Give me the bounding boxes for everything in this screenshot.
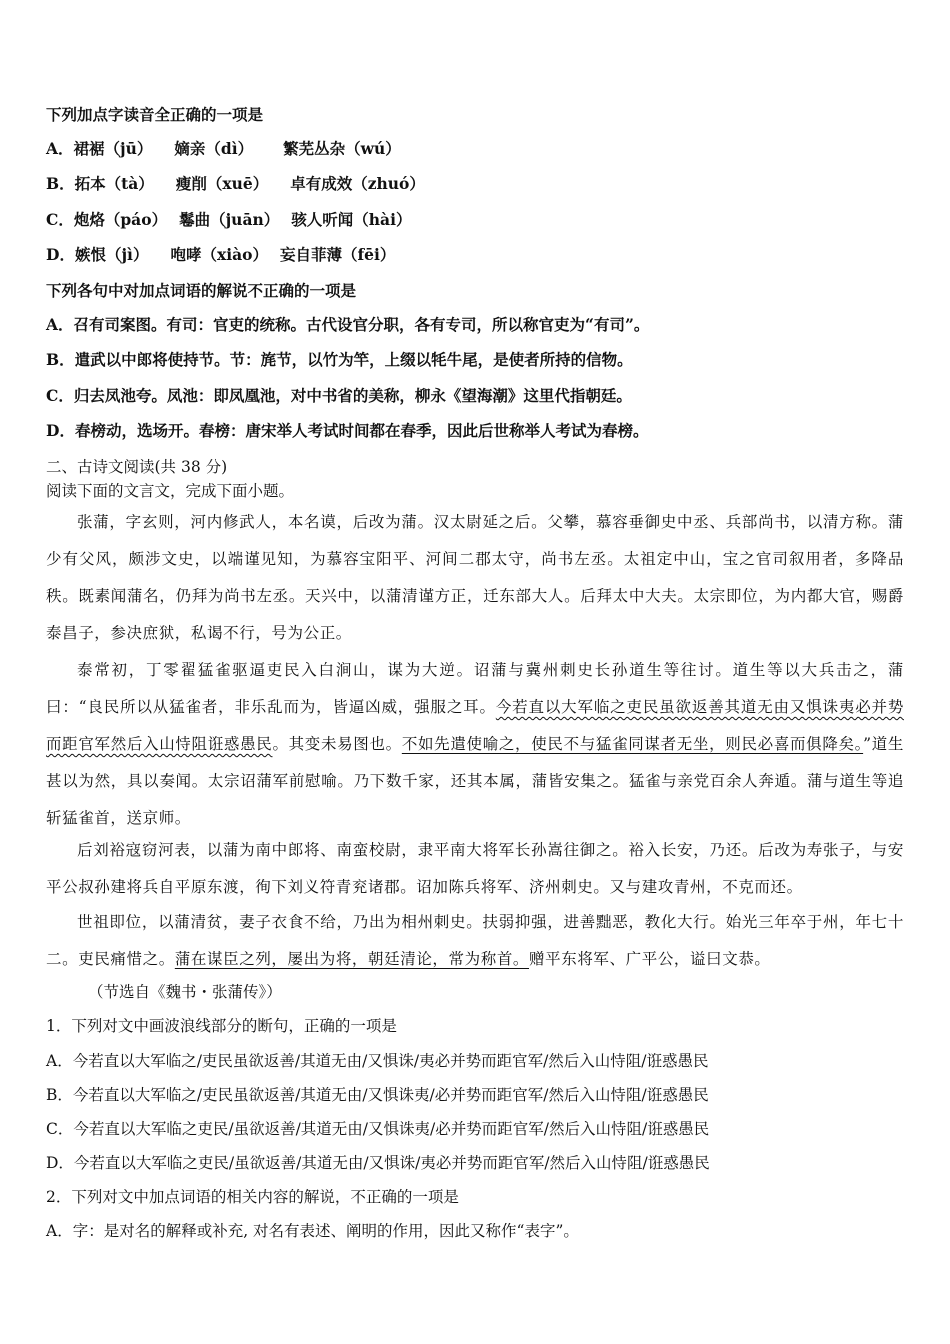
q1-option-a[interactable]: A．今若直以大军临之/吏民虽欲返善/其道无由/又惧诛/夷必并势而距官军/然后入山恃阻/诳惑愚民 (46, 1052, 709, 1070)
option-c-pinyin[interactable]: C．炮烙（páo） 鬈曲（juān） 骇人听闻（hài） (46, 210, 412, 229)
underlined-sentence-2: 蒲在谋臣之列，屡出为将，朝廷清论，常为称首。 (174, 950, 530, 968)
passage-paragraph-2: 泰常初，丁零翟猛雀驱逼吏民入白涧山，谋为大逆。诏蒲与冀州刺史长孙道生等往讨。道生等以大兵击之，蒲曰：“良民所以从猛雀者，非乐乱而为，皆逼凶威，强服之耳。今若直以大军临之吏民虽欲返善其道无由又惧诛夷必并势而距官军然后入山恃阻诳惑愚民。其变未易图也。不如先遣使喻之，使民不与猛雀同谋者无坐，则民必喜而俱降矣。”道生甚以为然，具以奏闻。太宗诏蒲军前慰喻。乃下数千家，还其本属，蒲皆安集之。猛雀与亲党百余人奔遁。蒲与道生等追斩猛雀首，送京师。 (46, 661, 904, 827)
q2-stem: 2．下列对文中加点词语的相关内容的解说，不正确的一项是 (46, 1188, 459, 1206)
option-b-pinyin[interactable]: B．拓本（tà） 瘦削（xuē） 卓有成效（zhuó） (46, 174, 425, 193)
passage-paragraph-4: 世祖即位，以蒲清贫，妻子衣食不给，乃出为相州刺史。扶弱抑强，进善黜恶，教化大行。始光三年卒于州，年七十二。吏民痛惜之。蒲在谋臣之列，屡出为将，朝廷清论，常为称首。赠平东将军、广平公，谥曰文恭。 (46, 913, 904, 968)
option-c-terms[interactable]: C．归去凤池夸。凤池：即凤凰池，对中书省的美称，柳永《望海潮》这里代指朝廷。 (46, 386, 632, 405)
option-b-terms[interactable]: B．遣武以中郎将使持节。节：旄节，以竹为竿，上缀以牦牛尾，是使者所持的信物。 (46, 350, 633, 369)
q2-option-a[interactable]: A．字：是对名的解释或补充, 对名有表述、阐明的作用，因此又称作“表字”。 (46, 1222, 579, 1240)
passage-paragraph-3: 后刘裕寇窃河表，以蒲为南中郎将、南蛮校尉，隶平南大将军长孙嵩往御之。裕入长安，乃还。后改为寿张子，与安平公叔孙建将兵自平原东渡，徇下刘义符青兖诸郡。诏加陈兵将军、济州刺史。又与建攻青州，不克而还。 (46, 841, 904, 896)
wavy-underlined-sentence: 今若直以大军临之吏民虽欲返善其道无由又惧诛夷必并势而距官军然后入山恃阻诳惑愚民 (46, 698, 904, 753)
section-heading: 二、古诗文阅读(共 38 分) (46, 458, 228, 476)
passage-source: （节选自《魏书・张蒲传》） (88, 983, 282, 1001)
question-stem-pinyin: 下列加点字读音全正确的一项是 (46, 105, 264, 124)
q1-option-d[interactable]: D．今若直以大军临之吏民/虽欲返善/其道无由/又惧诛/夷必并势而距官军/然后入山恃阻/诳惑愚民 (46, 1154, 710, 1172)
option-a-terms[interactable]: A．召有司案图。有司：官吏的统称。古代设官分职，各有专司，所以称官吏为“有司”。 (46, 315, 650, 334)
q1-stem: 1．下列对文中画波浪线部分的断句，正确的一项是 (46, 1017, 397, 1035)
option-d-terms[interactable]: D．春榜动，选场开。春榜：唐宋举人考试时间都在春季，因此后世称举人考试为春榜。 (46, 421, 649, 440)
q1-option-b[interactable]: B．今若直以大军临之/吏民虽欲返善/其道无由/又惧诛夷/必并势而距官军/然后入山恃阻/诳惑愚民 (46, 1086, 709, 1104)
passage-paragraph-1: 张蒲，字玄则，河内修武人，本名谟，后改为蒲。汉太尉延之后。父攀，慕容垂御史中丞、兵部尚书，以清方称。蒲少有父风，颇涉文史，以端谨见知，为慕容宝阳平、河间二郡太守，尚书左丞。太祖定中山，宝之官司叙用者，多降品秩。既素闻蒲名，仍拜为尚书左丞。天兴中，以蒲清谨方正，迁东部大人。后拜太中大夫。太宗即位，为内都大官，赐爵泰昌子，参决庶狱，私谒不行，号为公正。 (46, 513, 904, 642)
option-a-pinyin[interactable]: A．裙裾（jū） 嫡亲（dì） 繁芜丛杂（wú） (46, 139, 401, 158)
question-stem-terms: 下列各句中对加点词语的解说不正确的一项是 (46, 281, 357, 300)
option-d-pinyin[interactable]: D．嫉恨（jì） 咆哮（xiào） 妄自菲薄（fēi） (46, 245, 396, 264)
underlined-sentence-1: 不如先遣使喻之，使民不与猛雀同谋者无坐，则民必喜而俱降矣。 (401, 735, 864, 753)
q1-option-c[interactable]: C．今若直以大军临之吏民/虽欲返善/其道无由/又惧诛夷/必并势而距官军/然后入山恃阻/诳惑愚民 (46, 1120, 710, 1138)
section-instruction: 阅读下面的文言文，完成下面小题。 (46, 482, 295, 500)
